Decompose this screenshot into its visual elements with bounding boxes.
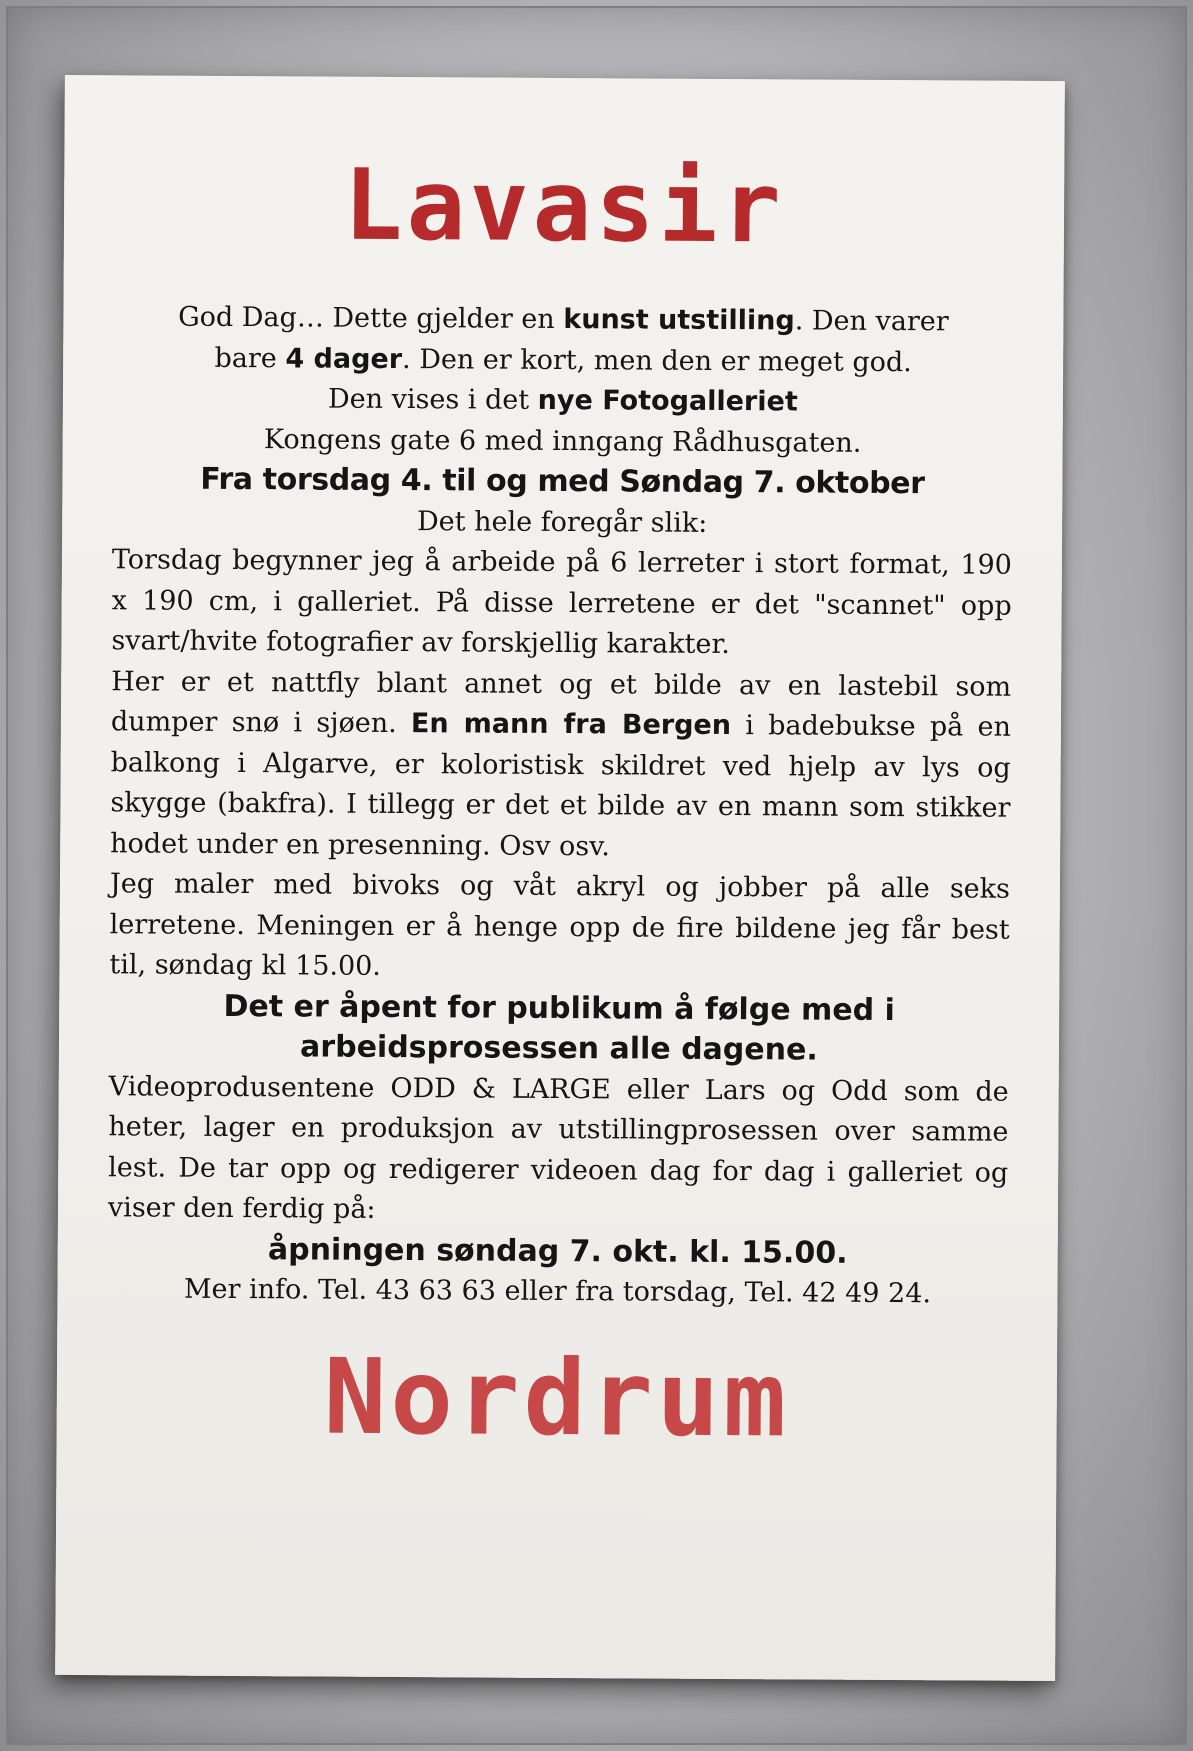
intro-line-2-text-a: bare — [214, 342, 286, 374]
poster-body — [107, 297, 1013, 1315]
motif-highlight-bergen: En mann fra Bergen — [410, 708, 732, 742]
opening-heading: åpningen søndag 7. okt. kl. 15.00. — [267, 1231, 848, 1271]
poster-sheet — [55, 75, 1065, 1681]
intro-line-2 — [113, 338, 1013, 384]
intro-line-3 — [113, 378, 1013, 424]
intro-highlight-gallery: nye Fotogalleriet — [537, 384, 798, 418]
intro-line-2-text-c: . Den er kort, men den er meget god. — [401, 343, 912, 378]
intro-line-1 — [113, 297, 1013, 343]
paragraph-canvases: Torsdag begynner jeg å arbeide på 6 lerreter i stort format, 190 x 190 cm, i galleriet. På disse lerretene er det "scannet" opp svart/hvite fotografier av forskjellig karakter. — [111, 544, 1013, 661]
artist-name: Nordrum — [323, 1335, 791, 1460]
public-notice-line-2: arbeidsprosessen alle dagene. — [300, 1029, 818, 1068]
contact-line: Mer info. Tel. 43 63 63 eller fra torsdag, Tel. 42 49 24. — [183, 1273, 932, 1310]
paragraph-technique: Jeg maler med bivoks og våt akryl og jobber på alle seks lerretene. Meningen er å henge opp de fire bildene jeg får best til, søndag kl 15.00. — [109, 868, 1011, 982]
how-intro: Det hele foregår slik: — [416, 505, 708, 539]
intro-highlight-days: 4 dager — [285, 342, 403, 375]
intro-line-1-text-c: . Den varer — [794, 305, 949, 338]
paragraph-video: Videoprodusentene ODD & LARGE eller Lars og Odd som de heter, lager en produksjon av utstillingprosessen over samme lest. De tar opp og redigerer videoen dag for dag i galleriet og viser den ferdig på: — [107, 1070, 1009, 1225]
paragraph-motifs-text-c: i badebukse på en balkong i Algarve, er koloristisk skildret ved hjelp av lys og skygge (bakfra). I tillegg er det et bilde av en mann som stikker hodet under en presenning. Osv osv. — [110, 710, 1012, 862]
paragraph-motifs — [110, 662, 1011, 870]
paragraph-motifs-text-a: Her er et nattfly blant annet og et bilde av en lastebil som dumper snø i sjøen. — [110, 665, 1012, 740]
intro-highlight-kunst: kunst utstilling — [563, 304, 795, 337]
intro-line-3-text-a: Den vises i det — [327, 383, 538, 416]
poster-title: Lavasir — [343, 148, 785, 266]
intro-line-4: Kongens gate 6 med inngang Rådhusgaten. — [263, 423, 862, 459]
dates-heading: Fra torsdag 4. til og med Søndag 7. oktober — [200, 461, 925, 502]
intro-line-1-text-a: God Dag… Dette gjelder en — [178, 301, 564, 336]
public-notice-line-1: Det er åpent for publikum å følge med i — [223, 988, 895, 1028]
